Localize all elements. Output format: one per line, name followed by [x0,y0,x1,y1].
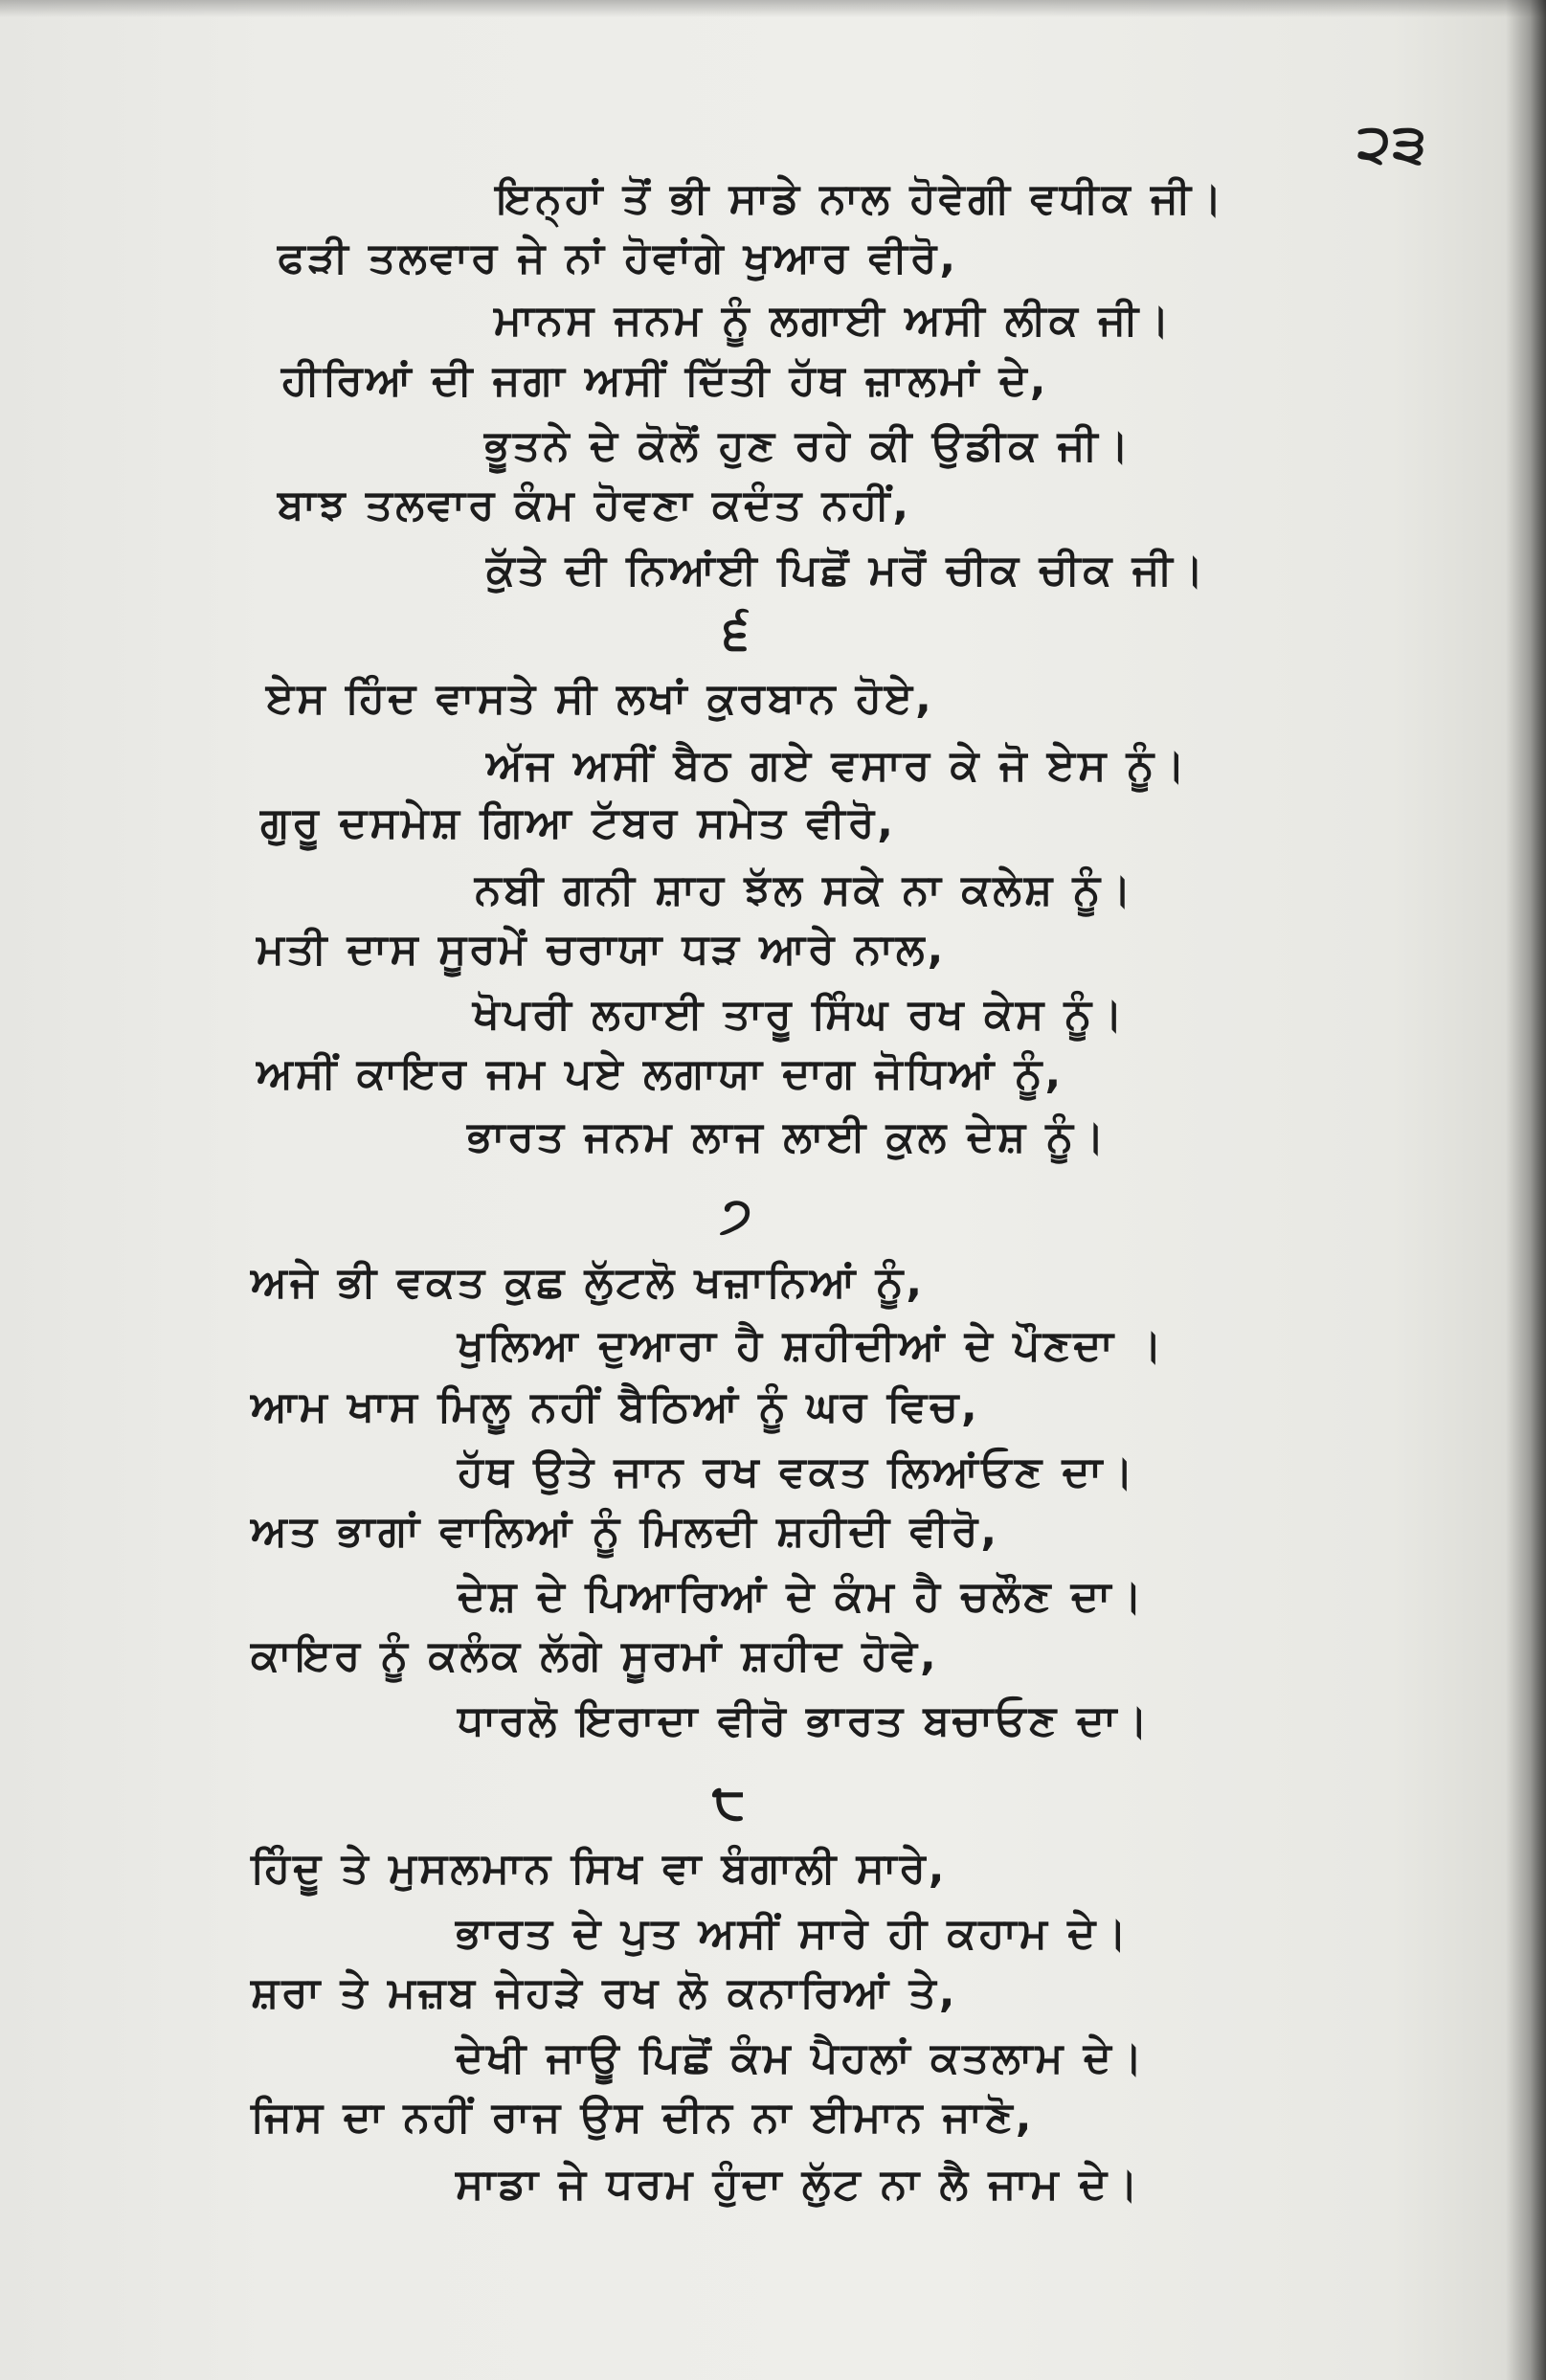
poem-line: ਭਾਰਤ ਦੇ ਪੁਤ ਅਸੀਂ ਸਾਰੇ ਹੀ ਕਹਾਮ ਦੇ। [456,1909,1131,1958]
poem-line: ਕੁੱਤੇ ਦੀ ਨਿਆਂਈ ਪਿਛੋਂ ਮਰੋਂ ਚੀਕ ਚੀਕ ਜੀ। [486,546,1207,595]
poem-line: ਸ਼ਰਾ ਤੇ ਮਜ਼ਬ ਜੇਹੜੇ ਰਖ ਲੋ ਕਨਾਰਿਆਂ ਤੇ, [251,1968,958,2017]
stanza-number: ੮ [712,1773,746,1830]
page-binding-shadow [1506,0,1546,2380]
poem-line: ਬਾਝ ਤਲਵਾਰ ਕੰਮ ਹੋਵਣਾ ਕਦੰਤ ਨਹੀਂ, [278,481,912,529]
poem-line: ਸਾਡਾ ਜੇ ਧਰਮ ਹੁੰਦਾ ਲੁੱਟ ਨਾ ਲੈ ਜਾਮ ਦੇ। [456,2160,1141,2209]
poem-line: ਹੀਰਿਆਂ ਦੀ ਜਗਾ ਅਸੀਂ ਦਿੱਤੀ ਹੱਥ ਜ਼ਾਲਮਾਂ ਦੇ, [281,356,1049,405]
poem-line: ਦੇਖੀ ਜਾਊ ਪਿਛੋਂ ਕੰਮ ਪੈਹਲਾਂ ਕਤਲਾਮ ਦੇ। [456,2033,1146,2082]
poem-line: ਏਸ ਹਿੰਦ ਵਾਸਤੇ ਸੀ ਲਖਾਂ ਕੁਰਬਾਨ ਹੋਏ, [266,674,934,723]
poem-line: ਗੁਰੂ ਦਸਮੇਸ਼ ਗਿਆ ਟੱਬਰ ਸਮੇਤ ਵੀਰੋ, [260,798,896,847]
poem-line: ਭਾਰਤ ਜਨਮ ਲਾਜ ਲਾਈ ਕੁਲ ਦੇਸ਼ ਨੂੰ। [467,1112,1108,1161]
poem-line: ਧਾਰਲੋ ਇਰਾਦਾ ਵੀਰੋ ਭਾਰਤ ਬਚਾਓਣ ਦਾ। [458,1696,1152,1745]
poem-line: ਖੋਪਰੀ ਲਹਾਈ ਤਾਰੂ ਸਿੰਘ ਰਖ ਕੇਸ ਨੂੰ। [473,990,1126,1039]
poem-line: ਇਨ੍ਹਾਂ ਤੋਂ ਭੀ ਸਾਡੇ ਨਾਲ ਹੋਵੇਗੀ ਵਧੀਕ ਜੀ। [496,174,1225,223]
poem-line: ਅਸੀਂ ਕਾਇਰ ਜਮ ਪਏ ਲਗਾਯਾ ਦਾਗ ਜੋਧਿਆਂ ਨੂੰ, [257,1049,1064,1098]
poem-line: ਆਮ ਖਾਸ ਮਿਲੂ ਨਹੀਂ ਬੈਠਿਆਂ ਨੂੰ ਘਰ ਵਿਚ, [251,1382,980,1431]
poem-line: ਭੂਤਨੇ ਦੇ ਕੋਲੋਂ ਹੁਣ ਰਹੇ ਕੀ ਉਡੀਕ ਜੀ। [484,421,1132,470]
page-number: ੨੩ [1357,113,1428,175]
page-top-shadow [0,0,1546,17]
poem-line: ਮਤੀ ਦਾਸ ਸੂਰਮੇਂ ਚਰਾਯਾ ਧੜ ਆਰੇ ਨਾਲ, [257,925,947,974]
poem-line: ਅਤ ਭਾਗਾਂ ਵਾਲਿਆਂ ਨੂੰ ਮਿਲਦੀ ਸ਼ਹੀਦੀ ਵੀਰੋ, [251,1507,1000,1556]
stanza-number: ੭ [720,1187,752,1245]
poem-line: ਅੱਜ ਅਸੀਂ ਬੈਠ ਗਏ ਵਸਾਰ ਕੇ ਜੋ ਏਸ ਨੂੰ। [486,741,1189,790]
poem-line: ਜਿਸ ਦਾ ਨਹੀਂ ਰਾਜ ਉਸ ਦੀਨ ਨਾ ਈਮਾਨ ਜਾਣੋ, [251,2093,1035,2142]
poem-line: ਅਜੇ ਭੀ ਵਕਤ ਕੁਛ ਲੁੱਟਲੋ ਖਜ਼ਾਨਿਆਂ ਨੂੰ, [251,1258,926,1307]
poem-line: ਕਾਇਰ ਨੂੰ ਕਲੰਕ ਲੱਗੇ ਸੂਰਮਾਂ ਸ਼ਹੀਦ ਹੋਵੇ, [251,1631,939,1680]
poem-line: ਹਿੰਦੂ ਤੇ ਮੁਸਲਮਾਨ ਸਿਖ ਵਾ ਬੰਗਾਲੀ ਸਾਰੇ, [251,1844,948,1893]
poem-line: ਨਬੀ ਗਨੀ ਸ਼ਾਹ ਝੱਲ ਸਕੇ ਨਾ ਕਲੇਸ਼ ਨੂੰ। [475,865,1134,914]
poem-line: ਹੱਥ ਉਤੇ ਜਾਨ ਰਖ ਵਕਤ ਲਿਆਂਓਣ ਦਾ। [458,1448,1136,1496]
poem-line: ਫੜੀ ਤਲਵਾਰ ਜੇ ਨਾਂ ਹੋਵਾਂਗੇ ਖੁਆਰ ਵੀਰੋ, [278,234,959,282]
stanza-number: ੬ [724,603,750,661]
poem-line: ਮਾਨਸ ਜਨਮ ਨੂੰ ਲਗਾਈ ਅਸੀ ਲੀਕ ਜੀ। [494,296,1173,345]
poem-line: ਦੇਸ਼ ਦੇ ਪਿਆਰਿਆਂ ਦੇ ਕੰਮ ਹੈ ਚਲੌਣ ਦਾ। [458,1572,1146,1621]
poem-line: ਖੁਲਿਆ ਦੁਆਰਾ ਹੈ ਸ਼ਹੀਦੀਆਂ ਦੇ ਪੌਣਦਾ । [458,1321,1165,1370]
